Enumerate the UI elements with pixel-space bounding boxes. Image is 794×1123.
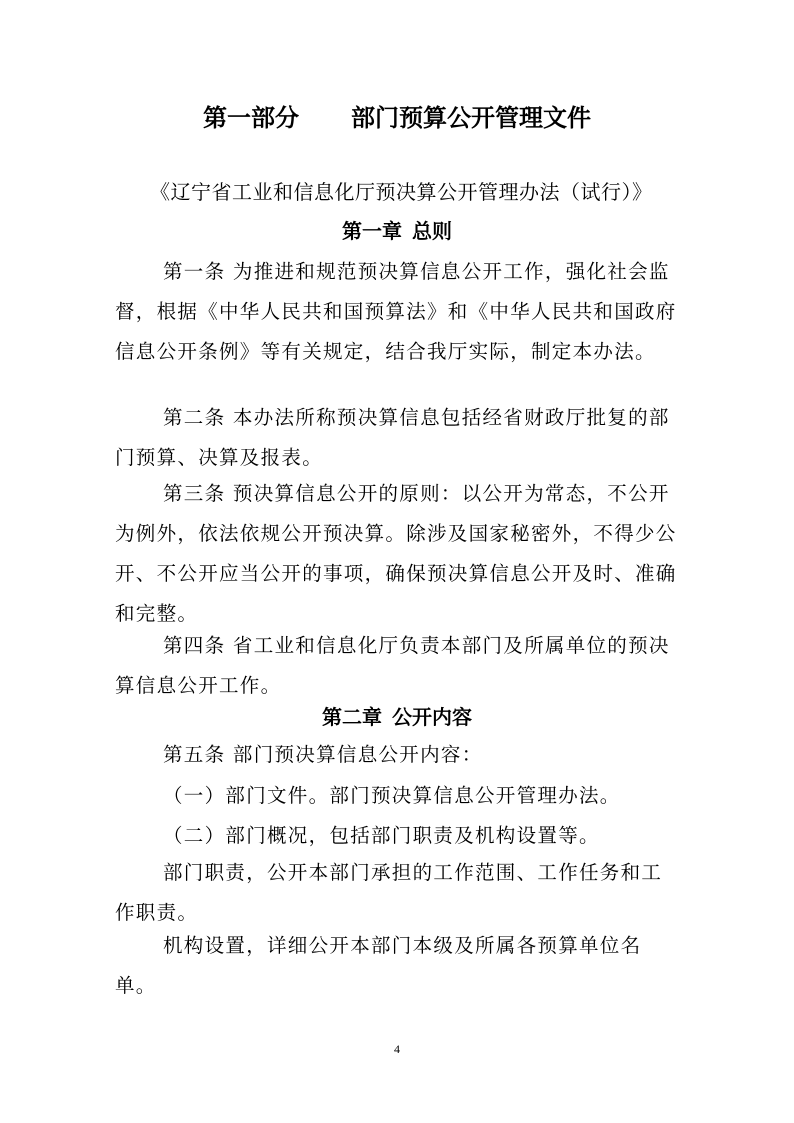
article-5: 第五条 部门预决算信息公开内容： bbox=[163, 743, 483, 766]
regulation-title: 《辽宁省工业和信息化厅预决算公开管理办法（试行）》 bbox=[150, 180, 653, 204]
chapter-title: 总则 bbox=[412, 219, 452, 243]
chapter-number: 第一章 bbox=[342, 219, 402, 243]
organization-paragraph: 机构设置，详细公开本部门本级及所属各预算单位名单。 bbox=[115, 934, 642, 997]
page-number: 4 bbox=[394, 1042, 400, 1056]
part-title bbox=[0, 100, 794, 136]
part-name: 部门预算公开管理文件 bbox=[351, 104, 591, 132]
part-label: 第一部分 bbox=[203, 104, 299, 132]
chapter-heading-1 bbox=[0, 215, 794, 247]
duties-paragraph: 部门职责，公开本部门承担的工作范围、工作任务和工作职责。 bbox=[115, 861, 663, 924]
chapter-number: 第二章 bbox=[322, 705, 382, 729]
item-documents: （一）部门文件。部门预决算信息公开管理办法。 bbox=[163, 784, 621, 807]
article-3: 第三条 预决算信息公开的原则：以公开为常态，不公开为例外，依法依规公开预决算。除涉及国家秘密外，不得少公开、不公开应当公开的事项，确保预决算信息公开及时、准确和完整。 bbox=[115, 482, 677, 625]
article-1: 第一条 为推进和规范预决算信息公开工作，强化社会监督，根据《中华人民共和国预算法》和《中华人民共和国政府信息公开条例》等有关规定，结合我厅实际，制定本办法。 bbox=[115, 260, 677, 363]
article-4: 第四条 省工业和信息化厅负责本部门及所属单位的预决算信息公开工作。 bbox=[115, 634, 670, 697]
item-overview: （二）部门概况，包括部门职责及机构设置等。 bbox=[163, 824, 600, 847]
chapter-title: 公开内容 bbox=[392, 705, 472, 729]
chapter-heading-2 bbox=[0, 701, 794, 733]
article-2: 第二条 本办法所称预决算信息包括经省财政厅批复的部门预算、决算及报表。 bbox=[115, 406, 670, 469]
